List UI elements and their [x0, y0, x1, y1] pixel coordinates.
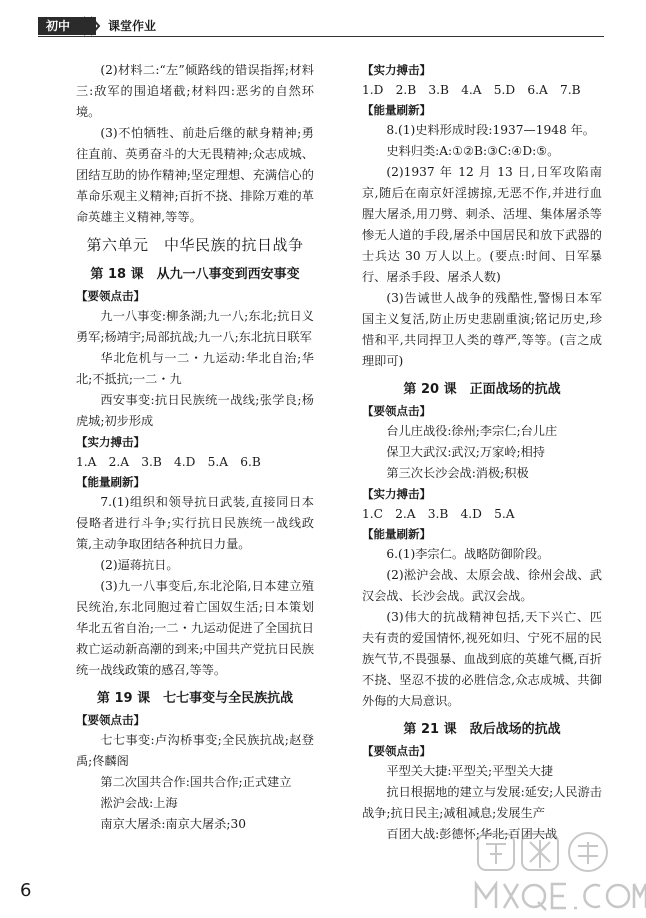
- answer-paragraph: 第二次国共合作:国共合作;正式建立: [100, 775, 292, 789]
- section-tag: 【要领点击】: [76, 289, 145, 303]
- header-tab: 初中: [38, 17, 96, 35]
- left-column: [76, 60, 314, 835]
- section-tag: 【要领点击】: [362, 404, 431, 418]
- lesson-title: 第 21 课 敌后战场的抗战: [403, 722, 561, 737]
- section-tag: 【能量刷新】: [362, 527, 431, 541]
- answer-paragraph: 6.(1)李宗仁。战略防御阶段。: [386, 547, 550, 561]
- answer-paragraph: 第三次长沙会战:消极;积极: [386, 466, 529, 480]
- choice-answers: 1.A 2.A 3.B 4.D 5.A 6.B: [76, 455, 261, 469]
- answer-paragraph: (3)伟大的抗战精神包括,天下兴亡、匹夫有责的爱国情怀,视死如归、宁死不屈的民族气节,不畏强暴、血战到底的英雄气概,百折不挠、坚忍不拔的必胜信念,众志成城、共御外侮的大局意识。: [362, 610, 602, 708]
- section-tag: 【要领点击】: [76, 713, 145, 727]
- answer-paragraph: 淞沪会战:上海: [100, 796, 178, 810]
- answer-paragraph: 平型关大捷:平型关;平型关大捷: [386, 764, 554, 778]
- answer-paragraph: (2)材料二:“左”倾路线的错误指挥;材料三:敌军的围追堵截;材料四:恶劣的自然环境。: [76, 63, 314, 119]
- answer-paragraph: (3)告诫世人战争的残酷性,警惕日本军国主义复活,防止历史悲剧重演;铭记历史,珍惜和平,共同捍卫人类的尊严,等等。(言之成理即可): [362, 291, 602, 368]
- section-tag: 【实力搏击】: [362, 63, 431, 77]
- answer-paragraph: 8.(1)史料形成时段:1937—1948 年。: [386, 123, 595, 137]
- header-rule: [38, 36, 604, 37]
- answer-paragraph: 南京大屠杀:南京大屠杀;30: [100, 817, 246, 831]
- answer-paragraph: 台儿庄战役:徐州;李宗仁;台儿庄: [386, 424, 558, 438]
- header-title: 课堂作业: [108, 19, 157, 33]
- section-tag: 【要领点击】: [362, 744, 431, 758]
- lesson-title: 第 19 课 七七事变与全民族抗战: [96, 691, 294, 706]
- page-header: [0, 0, 646, 40]
- lesson-title: 第 18 课 从九一八事变到西安事变: [90, 267, 300, 282]
- answer-paragraph: 七七事变:卢沟桥事变;全民族抗战;赵登禹;佟麟阁: [76, 733, 314, 768]
- answer-paragraph: 西安事变:抗日民族统一战线;张学良;杨虎城;初步形成: [76, 393, 314, 428]
- lesson-title: 第 20 课 正面战场的抗战: [403, 382, 561, 397]
- answer-paragraph: 史料归类:A:①②B:③C:④D:⑤。: [386, 144, 560, 158]
- answer-paragraph: (3)九一八事变后,东北沦陷,日本建立殖民统治,东北同胞过着亡国奴生活;日本策划华北五省自治;一二・九运动促进了全国抗日救亡运动新高潮的到来;中国共产党抗日民族统一战线政策的感召,等等。: [76, 579, 314, 677]
- answer-paragraph: (2)1937 年 12 月 13 日,日军攻陷南京,随后在南京奸淫掳掠,无恶不作,并进行血腥大屠杀,用刀劈、刺杀、活埋、集体屠杀等惨无人道的手段,屠杀中国居民和放下武器的士兵达 30 万人以上。(要点:时间、日军暴行、屠杀手段、屠杀人数): [362, 165, 602, 284]
- watermark-logo-icon: [470, 828, 646, 915]
- answer-paragraph: 九一八事变:柳条湖;九一八;东北;抗日义勇军;杨靖宇;局部抗战;九一八;东北抗日联军: [76, 309, 314, 344]
- answer-paragraph: 保卫大武汉:武汉;万家岭;相持: [386, 445, 545, 459]
- answer-paragraph: (2)淞沪会战、太原会战、徐州会战、武汉会战、长沙会战。武汉会战。: [362, 568, 602, 603]
- unit-title: 第六单元 中华民族的抗日战争: [86, 236, 304, 254]
- answer-paragraph: 7.(1)组织和领导抗日武装,直接同日本侵略者进行斗争;实行抗日民族统一战线政策,主动争取团结各种抗日力量。: [76, 495, 314, 551]
- section-tag: 【实力搏击】: [76, 435, 145, 449]
- answer-paragraph: 华北危机与一二・九运动:华北自治;华北;不抵抗;一二・九: [76, 351, 314, 386]
- section-tag: 【能量刷新】: [362, 103, 431, 117]
- section-tag: 【实力搏击】: [362, 487, 431, 501]
- choice-answers: 1.D 2.B 3.B 4.A 5.D 6.A 7.B: [362, 83, 581, 97]
- watermark: [470, 828, 646, 915]
- section-tag: 【能量刷新】: [76, 475, 145, 489]
- right-column: [362, 60, 602, 845]
- answer-paragraph: 抗日根据地的建立与发展:延安;人民游击战争;抗日民主;减租减息;发展生产: [362, 785, 602, 820]
- answer-paragraph: (3)不怕牺牲、前赴后继的献身精神;勇往直前、英勇奋斗的大无畏精神;众志成城、团结互助的协作精神;坚定理想、充满信心的革命乐观主义精神;百折不挠、排除万难的革命英雄主义精神,等等。: [76, 126, 314, 224]
- answer-paragraph: 百团大战:彭德怀;华北;百团大战: [386, 827, 558, 841]
- answer-paragraph: (2)逼蒋抗日。: [100, 558, 179, 572]
- page-number: 6: [20, 880, 32, 901]
- double-chevron-icon: [80, 14, 104, 38]
- choice-answers: 1.C 2.A 3.B 4.D 5.A: [362, 507, 515, 521]
